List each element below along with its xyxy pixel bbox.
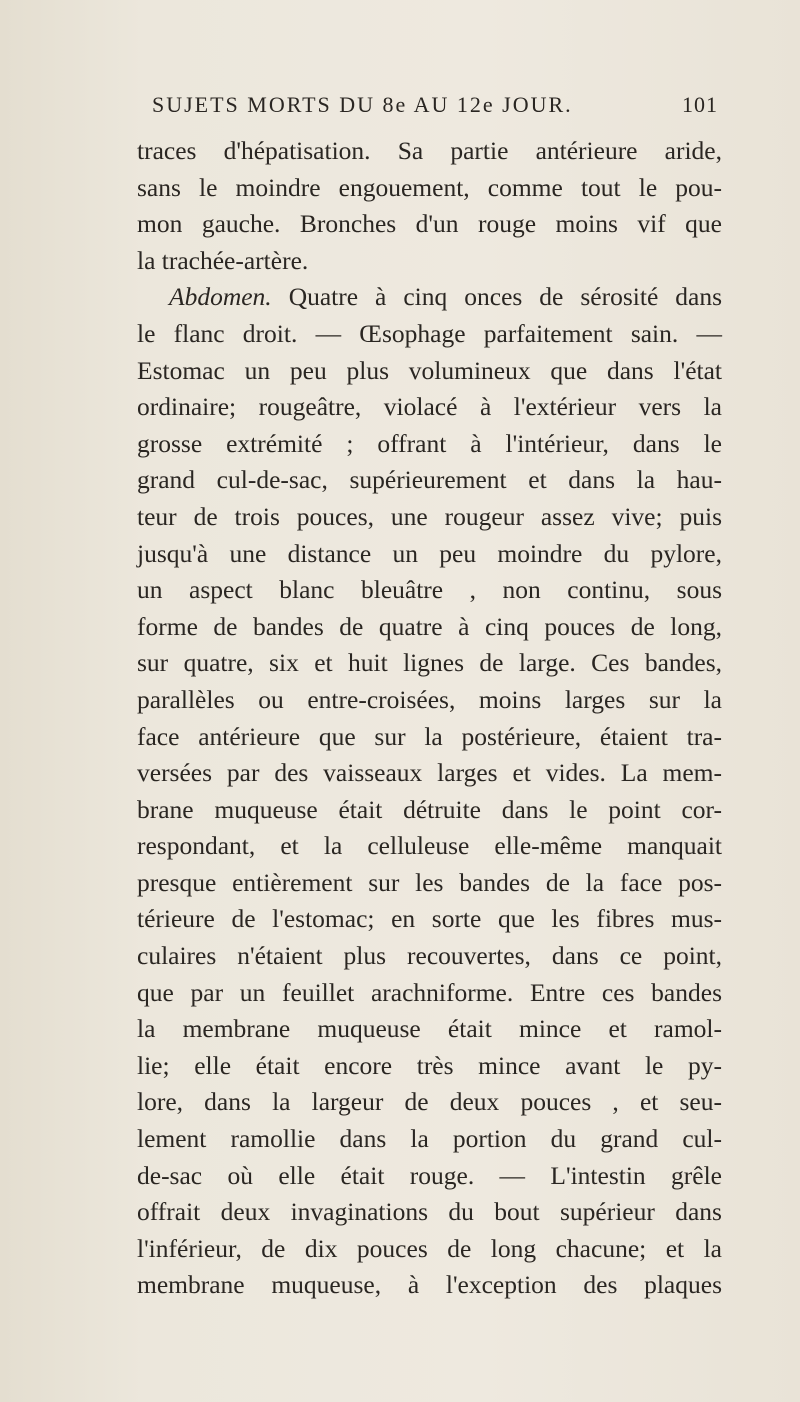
text-line: traces d'hépatisation. Sa partie antérieure aride, [137, 136, 722, 165]
text-line: l'inférieur, de dix pouces de long chacune; et la [137, 1233, 722, 1263]
text-line: brane muqueuse était détruite dans le point cor- [137, 794, 722, 824]
text-line: que par un feuillet arachniforme. Entre ces bandes [137, 977, 722, 1007]
section-heading-abdomen: Abdomen. [169, 282, 272, 312]
text-line: lement ramollie dans la portion du grand cul- [137, 1124, 722, 1154]
text-line: face antérieure que sur la postérieure, étaient tra- [137, 721, 722, 751]
text-line: un aspect blanc bleuâtre , non continu, sous [137, 575, 722, 605]
page-number: 101 [682, 92, 718, 117]
text-line: ordinaire; rougeâtre, violacé à l'extérieur vers la [137, 392, 722, 422]
text-line: offrait deux invaginations du bout supérieur dans [137, 1197, 722, 1227]
text-line: sur quatre, six et huit lignes de large. Ces bandes, [137, 648, 722, 678]
body-text [137, 133, 722, 1304]
text-line: mon gauche. Bronches d'un rouge moins vif que [137, 209, 722, 239]
text-line: teur de trois pouces, une rougeur assez vive; puis [137, 501, 722, 531]
text-line: térieure de l'estomac; en sorte que les fibres mus- [137, 904, 722, 934]
paragraph-abdomen [137, 279, 722, 316]
text-line: presque entièrement sur les bandes de la face pos- [137, 867, 722, 897]
text-line: lie; elle était encore très mince avant le py- [137, 1050, 722, 1080]
text-line: la trachée-artère. [137, 245, 309, 275]
text-line: grosse extrémité ; offrant à l'intérieur, dans le [137, 428, 722, 458]
text-line: forme de bandes de quatre à cinq pouces de long, [137, 611, 722, 641]
text-line: de-sac où elle était rouge. — L'intestin grêle [137, 1160, 722, 1190]
text-line: respondant, et la celluleuse elle-même manquait [137, 831, 722, 861]
text-line: parallèles ou entre-croisées, moins larges sur la [137, 684, 722, 714]
text-line: membrane muqueuse, à l'exception des plaques [137, 1270, 722, 1300]
text-line: sans le moindre engouement, comme tout le pou- [137, 172, 722, 202]
text-line: versées par des vaisseaux larges et vides. La mem- [137, 758, 722, 788]
text-line: Quatre à cinq onces de sérosité dans [288, 282, 722, 312]
text-line: Estomac un peu plus volumineux que dans l'état [137, 355, 722, 385]
running-title: SUJETS MORTS DU 8e AU 12e JOUR. [152, 92, 573, 117]
text-line: jusqu'à une distance un peu moindre du pylore, [137, 538, 722, 568]
text-line: culaires n'étaient plus recouvertes, dans ce point, [137, 941, 722, 971]
text-line: grand cul-de-sac, supérieurement et dans la hau- [137, 465, 722, 495]
text-line: le flanc droit. — Œsophage parfaitement sain. — [137, 318, 722, 348]
text-line: la membrane muqueuse était mince et ramol- [137, 1014, 722, 1044]
text-line: lore, dans la largeur de deux pouces , et seu- [137, 1087, 722, 1117]
